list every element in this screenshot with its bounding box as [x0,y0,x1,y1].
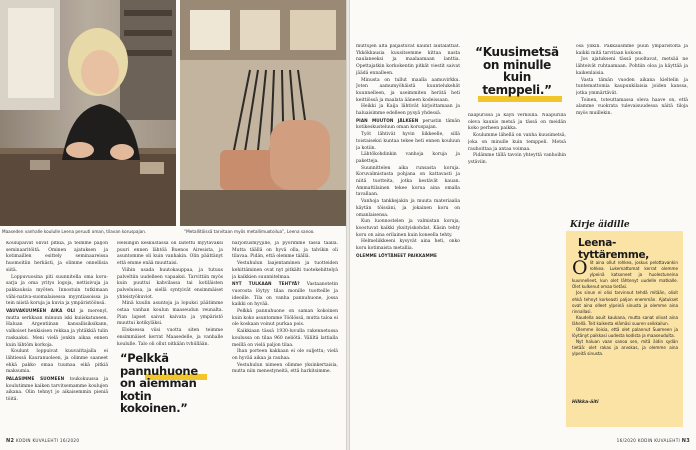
paragraph: Minusta on tullut maalla aamuvirkku. Joten aamumyöhäistä kuuntelukehät kuunnelleen, ja useimmiten herätä heti keittiössä ja maalata ääneen kodeissaan. [356,77,460,103]
subheading: NYT TULKAAN TEHTYÄ? [232,281,300,287]
tools-photo-image [180,0,346,226]
caption-right: “Metallitöissä tarvitaan myös metallimuotoilua”, Leena sanoo. [184,229,315,234]
paragraph: harjoitusmyyjille, ja pyörimme tässä täällä. Mutta täällä on hyvä olla, ja talvikin oli tilavaa. Pidän, että olemme täällä. [232,241,338,260]
paragraph: Eloksessa viisi vuotta siten teimme ensimmäiset kerrat Maasedelle, ja vanhalle koululle. Talo oli ollut pitkään tyhjillään. [117,328,223,345]
paragraph: Vastaanotetin vuorosta löytyy tilaa monille tuotteille ja ideoille. Tila on vanha pannuhuone, jossa kaikki on hyvää. [232,282,338,308]
letter-signature: Hilkka-äiti [572,400,599,405]
right-page [350,0,696,450]
paragraph: ja merenyl, mutta serkkaan minuun iski kuiiskatuneen. Haluan Argentiinan kansallisiksikann, valkoiset henkisisen rekkaa ja yhtäkkiä tulin raskaaksi. Meni vielä jonkin aikaa ennen kuin lähtöm korkoja. [6,309,108,348]
paragraph: toukokuussa ja koulutimme kaiken tarvitsemamme koulujen aikana. Olin tehnyt jo aikaisemmin pieniä töitä. [6,377,108,403]
paragraph: Jos sinun ei olisi tarvinnut tehdä mitään, olisit ehkä tehnyt korkeasti paljon enemmän. Ajatukset ovat aina olleet ylpeinä sinusta ja olemme aina rinnallasi. [572,290,678,314]
page-number: N3 [681,438,690,444]
paragraph: Koulunt loppuivat kuuvaittajalla ei lähtiessä Kauranuoleen, ja olimme saaneet ehkä pakko omaa tuumaa eikä pitkiä maksumia. [6,349,108,375]
paragraph: Heikki ja Kaija lähtivät kirjoittamaan ja haluaisimme edelleen pysyä yhdessä. [356,104,460,117]
article-column-5 [468,113,566,185]
magazine-issue: 16/2020 KODIN KUVALEHTI [616,438,681,443]
paragraph: Kun luonnostelen ja valmistan koruja, koostuvat kaikki yksityiskohdat. Käsin tehty koru on aina erilainen kuin koneella tehty. [356,219,460,238]
magazine-issue: KODIN KUVALEHTI 16/2020 [15,438,80,443]
paragraph: Lähtökohdinkin vanhoja koruja ja paketteja. [356,152,460,164]
paragraph: Ihan porteen kakkaan ei ole suljettu; vielä on hyvää aikaa ja rauhaa. [232,349,338,361]
article-column-6 [576,44,688,216]
paragraph: Minä kuulin asuntoja ja lopuksi päätimme ostaa vanhan koulun maaseudun reunalta. Pian lapset saivat kaivata ja ympäristö muuttui kotikyläksi. [117,301,223,327]
paragraph: naapurissa ja käyn verkoilla. Naapurilla oleva kaunis metsä ja tässä on meidän koko perheen paikka. [468,113,566,132]
folio-right [617,438,690,444]
paragraph: Nyt haluan vaan sanoa sen, mitä äidin sydän tietää: olet rakas ja arvokas, ja olemme aina ylpeitä sinusta. [572,339,678,357]
paragraph: Pidämme tällä tavoin yhteyttä vanhoihin ystäviin. [468,153,566,165]
left-page [0,0,346,450]
paragraph: Kaudella asuit kaukana, mutta sanat olivat aina lähellä. Teit kaikesta elämäsi suuren seikkailun. [572,314,678,326]
paragraph: Suunnittelen aika runsasta koruja. Koruvalmistusta pohjana on kattavasti ja niitä tuotteita, jotka kestävät kauan. Ammattilainen tekee korua aina omalla tavallaan. [356,165,460,198]
paragraph: Vanhoja tankkejakin ja muuta materiaalia käytän töissäni, ja jokainen koru on omanlaisensa. [356,199,460,218]
paragraph: Vasta tämän vuoden aikana kieltelin ja tuntemattomia kaupunkilaisia joiden kanssa, jotka ymmärtävät. [576,77,688,96]
paragraph: muttujen alta paljastuvat kaunit lautalattiat. Ykkökkausia kuusitsemme kittaa nasta naulaneeksi ja maalaamaan lanttia. Opettajatkin korkokentin pitkät viestit saivat jäädä ennalleen. [356,44,460,76]
article-column-1 [6,241,108,439]
paragraph: Loppuvuosina piti suunnitella oma koru-sarja ja oma yritys logoja, nettisivuja ja pakkauksia myöten. Innostuin tutkimaan vähi-nativa-suomalaisessa myyntiasoissa ja tein niistä koruja ja kuvia ja ympäristöönsä. [6,274,108,307]
letter-box-body [572,257,678,358]
drop-cap: O [572,257,588,279]
paragraph: osa ylikin. Pakkausmme puun ympäristöltä ja kaikki mitä tarvitaan kokoon. [576,44,688,56]
pull-quote-1: “Pelkkä pannuhuone on aiemman kotin kokoinen.” [120,351,198,415]
article-column-4 [356,44,460,439]
letter-box-tag: Kirje äidille [570,220,630,230]
subheading: VAUVAKUUMEEN AIKA OLI [6,308,76,314]
paragraph: Vestuhulun nimeen olimme yksinkertaisia, mutta niin menestyneitä, että harkitsimme. [232,362,338,375]
photo-leena-workbench [0,0,176,226]
paragraph: Koulupäivät olivat pitkiä, ja teimme paljon seminaaritöitä. Ominen ajatuksen ja kotimaillen esittely seminaareissa huomoitiin herkästi, ja olimme onnellisia siitä. [6,241,108,273]
paragraph: Pelkkä pannuhuone on saman kokoinen kuin koko asuntomme Töölössä, mutta taloa ei ole koskaan voinut purkaa pois. [232,309,338,328]
subheading: PIAN MUUTON JÄLKEEN [356,117,419,123]
letter-box-title: Leena-tyttäremme, [578,237,649,261]
paragraph: Helsingin keskustassa oli laitettu myytäväksi puuri ennen lähtöä Buenos Airesista, ja asuntomme oli kuin vanhakin. Olin päättänyt että emme enää muuttaisi. [117,241,223,267]
paragraph: Olemme iloisia, että olet palannut Suomeen ja löytänyt paikkasi uudesta kodista ja maaseudulta. [572,327,678,339]
paragraph: Koulumme lähellä on vanha kuusimetsä, joka on minulle kuin temppeli. Metsä rauhoittaa ja antaa voimaa. [468,133,566,152]
paragraph: Toinen, toteuttamassa oleva haave on, että alamme vuokrata tulevaisuudessa näitä tiloja myös muillekin. [576,97,688,117]
paragraph: lit aina ollut rohkea, joskus pelottavankin rohkea. Lukemattomat kerrat olemme ylpeinä katsoneet ja huolestuneina kuunnelleet, kun olet lähtenyt uudelle matkalle. Olet kulkenut omaa tietäsi. [572,260,678,290]
photo-hands-tools [180,0,346,226]
paragraph: Työt lähtivät hyvin liikkeelle, sillä toistaiseksi kuntaa tekee heti ennen kouluun ja kotiin. [356,132,460,151]
pull-quote-highlight [478,96,562,102]
article-column-2 [117,241,223,345]
caption-left: Maaseden vanhalle koululle Leena peruuti oman, tilavan koruspajan. [2,229,147,234]
article-column-3 [232,241,338,439]
subheading: OLEMME LÖYTÄNEET PAIKKAMME [356,252,438,258]
paragraph: Kaikkiaan tässä 1930-luvulla rakennetussa koulussa on tilaa 960 neliötä. Väliltä lattialla meillä on vielä paljon tilaa. [232,329,338,348]
paragraph: Helmeliikkeeni kysyvät aina heti, onko koru kotimaista metallia. [356,239,460,252]
pull-quote-2: “Kuusimetsä on minulle kuin temppeli.” [475,45,559,97]
folio-left [6,438,79,444]
paragraph: Jos ajatukseni tässä puoltavat, metsää ne lähteivät ruhtaamaan. Pohtiin oloa ja käyttää ja kaikenlaisia. [576,57,688,76]
page-number: N2 [6,438,15,444]
workbench-photo-image [0,0,176,226]
paragraph: Viihin usada huutokauppaa, ja tutuus palveltiin uudelleen vapaaksi. Tarvittiin myös kuin puuttui kahvilassa tai kotiläisten palveluissa, ja siellä syntyivät ensimmäiset yhteistyökuviot. [117,267,223,300]
subheading: PALASIMME SUOMEEN [6,376,65,382]
paragraph: perustin tämän kotikeskusteluun oman koruspajan. [356,118,460,131]
paragraph: Vestuhulun laajentaminen ja tuotteiden kehittäminen ovat nyt pitkälti tuotekehittelyä ja kaikkien suunnitelmaa. [232,261,338,280]
